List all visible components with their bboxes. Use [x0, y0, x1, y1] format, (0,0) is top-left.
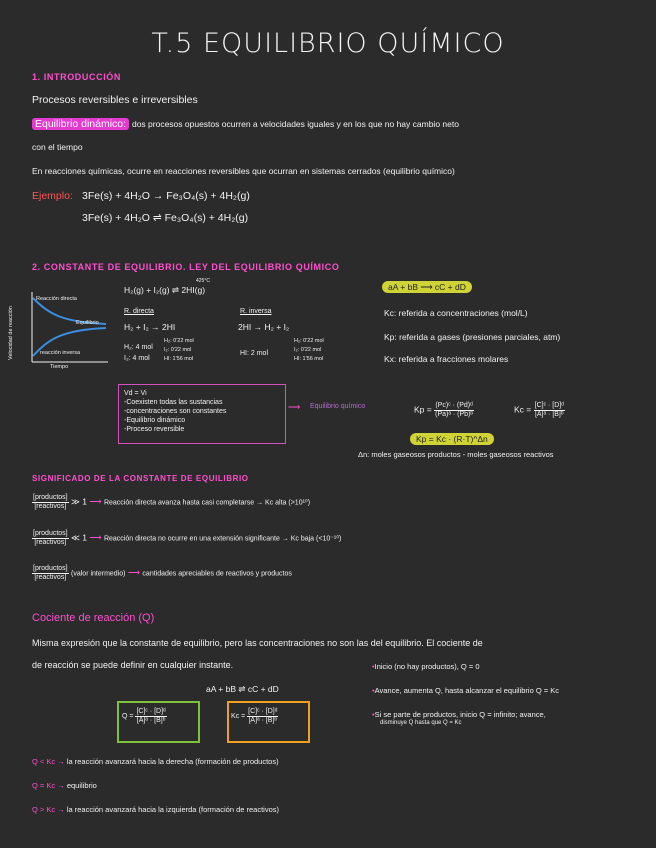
text-chemical-reactions: En reacciones químicas, ocurre en reacciones reversibles que ocurran en sistemas cerrados (equilibrio químico)	[32, 166, 455, 176]
quotient-general-reaction: aA + bB ⇌ cC + dD	[206, 684, 279, 694]
q-formula: Q = $\frac{\text{[C]ᶜ · [D]ᵈ}}{\text{[A]ᵃ · [B]ᵇ}}$	[122, 708, 166, 724]
box-line-2: -Coexisten todas las sustancias	[124, 399, 223, 406]
example-equation-2: 3Fe(s) + 4H₂O ⇌ Fe₃O₄(s) + 4H₂(g)	[82, 212, 249, 224]
bullet-3-continued: disminuye Q hasta que Q = Kc	[380, 720, 462, 726]
dynamic-equilibrium-text-2: con el tiempo	[32, 142, 83, 152]
graph-equilibrium-label: Equilibrio	[76, 320, 99, 326]
example-equation-1: 3Fe(s) + 4H₂O → Fe₃O₄(s) + 4H₂(g)	[82, 190, 250, 202]
condition-q-equal-kc: Q = Kc → equilibrio	[32, 781, 97, 790]
meaning-row-2: $\frac{\text{[productos]}}{\text{[reactivos]}}$ ≪ 1 ⟶ Reacción directa no ocurre en una extensión significante → Kc baja (<10⁻¹⁰)	[33, 530, 342, 546]
example-label: Ejemplo:	[32, 190, 73, 202]
direct-reaction-equation: H₂ + I₂ → 2HI	[124, 322, 176, 332]
arrow-icon: ⟶	[127, 567, 141, 578]
box-line-4: -Equilibrio dinámico	[124, 417, 186, 424]
inverse-initial-hi: HI: 2 mol	[240, 350, 269, 357]
reaction-condition: 425°C	[196, 278, 210, 284]
text-reversible-processes: Procesos reversibles e irreversibles	[32, 94, 198, 106]
quotient-text-1: Misma expresión que la constante de equilibrio, pero las concentraciones no son las del equilibrio. El cociente de	[32, 638, 483, 648]
arrow-icon: ⟶	[89, 496, 102, 507]
hi-reaction: H₂(g) + I₂(g) ⇌ 2HI(g)	[124, 285, 206, 295]
dynamic-equilibrium-line	[32, 118, 459, 130]
kc-formula: Kc = $\frac{\text{[C]ᶜ · [D]ᵈ}}{\text{[A]ᵃ · [B]ᵇ}}$	[514, 402, 564, 418]
meaning-row-1: $\frac{\text{[productos]}}{\text{[reactivos]}}$ ≫ 1 ⟶ Reacción directa avanza hasta casi completarse → Kc alta (>10¹⁰)	[33, 494, 311, 510]
box-line-1: Vd = Vi	[124, 390, 147, 397]
box-line-5: -Proceso reversible	[124, 426, 185, 433]
direct-reaction-title: R. directa	[124, 308, 154, 315]
graph-x-label: Tiempo	[50, 364, 69, 370]
condition-q-less-kc: Q < Kc → la reacción avanzará hacia la derecha (formación de productos)	[32, 757, 279, 766]
kp-formula: Kp = $\frac{\text{(Pc)ᶜ · (Pd)ᵈ}}{\text{(Pa)ᵃ · (Pb)ᵇ}}$	[414, 402, 474, 418]
quotient-text-2: de reacción se puede definir en cualquier instante.	[32, 660, 234, 670]
inverse-final-hi: HI: 1'56 mol	[294, 356, 324, 362]
kc-definition: Kc: referida a concentraciones (mol/L)	[384, 308, 528, 318]
inverse-final-i2: I₂: 0'22 mol	[294, 347, 322, 353]
graph-y-label: Velocidad de reacción	[8, 306, 14, 360]
direct-final-h2: H₂: 0'22 mol	[164, 338, 194, 344]
kc-formula-q: Kc = $\frac{\text{[C]ᶜ · [D]ᵈ}}{\text{[A]ᵃ · [B]ᵇ}}$	[231, 708, 278, 724]
arrow-icon: ⟶	[288, 402, 301, 412]
general-reaction: aA + bB ⟶ cC + dD	[382, 282, 472, 293]
direct-initial-i2: I₂: 4 mol	[124, 355, 150, 362]
kx-definition: Kx: referida a fracciones molares	[384, 354, 509, 364]
graph-inverse-label: reacción inversa	[40, 350, 81, 356]
direct-initial-h2: H₂: 4 mol	[124, 344, 153, 351]
condition-q-greater-kc: Q > Kc → la reacción avanzará hacia la izquierda (formación de reactivos)	[32, 805, 280, 814]
dynamic-equilibrium-text: dos procesos opuestos ocurren a velocidades iguales y en los que no hay cambio neto	[131, 119, 459, 129]
section-heading-reaction-quotient: Cociente de reacción (Q)	[32, 612, 155, 624]
kp-kc-relation: Kp = Kc · (R·T)^Δn	[410, 434, 494, 444]
page-title: T.5 EQUILIBRIO QUÍMICO	[151, 28, 505, 59]
bullet-2: •Avance, aumenta Q, hasta alcanzar el equilibrio Q = Kc	[372, 686, 559, 695]
box-arrow-label: Equilibrio químico	[310, 403, 366, 410]
dynamic-equilibrium-label: Equilibrio dinámico:	[32, 118, 129, 130]
inverse-reaction-title: R. inversa	[240, 308, 272, 315]
kp-definition: Kp: referida a gases (presiones parciales, atm)	[384, 332, 561, 342]
graph-direct-label: Reacción directa	[36, 296, 77, 302]
meaning-row-3: $\frac{\text{[productos]}}{\text{[reactivos]}}$ (valor intermedio) ⟶ cantidades apreciables de reactivos y productos	[33, 565, 292, 581]
inverse-reaction-equation: 2HI → H₂ + I₂	[238, 322, 290, 332]
section-heading-introduction: 1. INTRODUCCIÓN	[32, 72, 122, 82]
inverse-final-h2: H₂: 0'22 mol	[294, 338, 324, 344]
box-line-3: -concentraciones son constantes	[124, 408, 227, 415]
direct-final-i2: I₂: 0'22 mol	[164, 347, 192, 353]
bullet-3: •Si se parte de productos, inicio Q = infinito; avance,	[372, 710, 546, 719]
bullet-1: •Inicio (no hay productos), Q = 0	[372, 662, 480, 671]
arrow-icon: ⟶	[89, 532, 102, 543]
direct-final-hi: HI: 1'56 mol	[164, 356, 194, 362]
section-heading-equilibrium-constant: 2. CONSTANTE DE EQUILIBRIO. LEY DEL EQUILIBRIO QUÍMICO	[32, 262, 340, 272]
section-heading-meaning: SIGNIFICADO DE LA CONSTANTE DE EQUILIBRIO	[32, 474, 249, 483]
delta-n-definition: Δn: moles gaseosos productos - moles gaseosos reactivos	[358, 450, 554, 459]
